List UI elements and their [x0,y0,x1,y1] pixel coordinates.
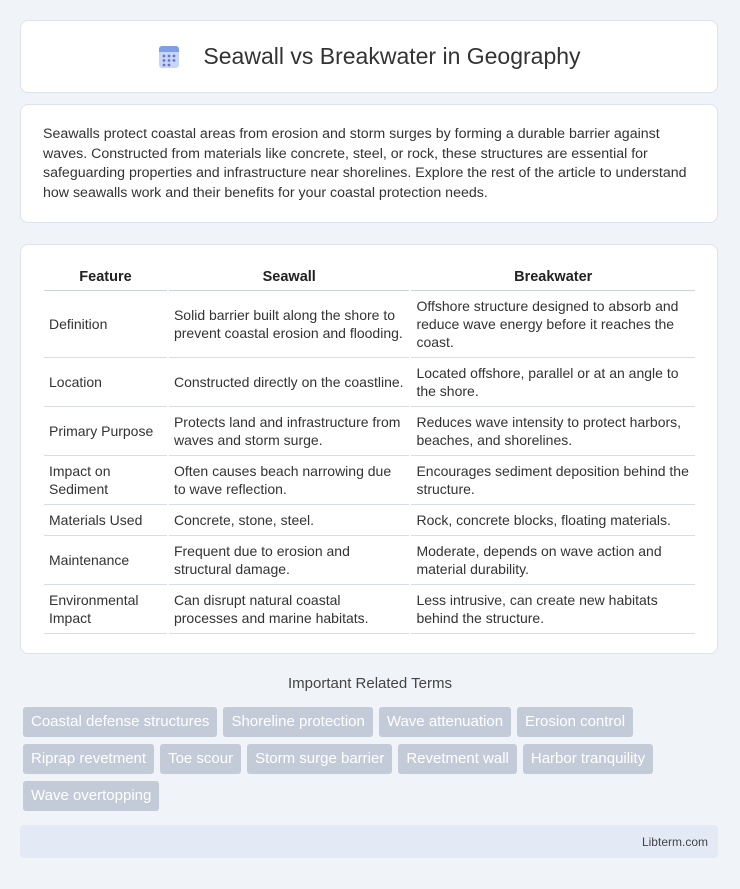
breakwater-cell: Moderate, depends on wave action and material durability. [411,536,695,585]
related-term-tag[interactable]: Harbor tranquility [523,744,653,774]
comparison-card [20,244,718,654]
footer [20,825,718,858]
page-title: Seawall vs Breakwater in Geography [203,43,581,69]
related-term-tag[interactable]: Wave overtopping [23,781,159,811]
feature-cell: Location [44,358,167,407]
feature-cell: Primary Purpose [44,407,167,456]
feature-cell: Materials Used [44,505,167,536]
related-term-tag[interactable]: Riprap revetment [23,744,154,774]
seawall-cell: Frequent due to erosion and structural damage. [169,536,409,585]
related-term-tag[interactable]: Storm surge barrier [247,744,392,774]
header-breakwater: Breakwater [411,265,695,291]
related-term-tag[interactable]: Wave attenuation [379,707,511,737]
table-row [44,536,695,585]
table-row [44,407,695,456]
table-row [44,456,695,505]
breakwater-cell: Located offshore, parallel or at an angle to the shore. [411,358,695,407]
breakwater-cell: Less intrusive, can create new habitats behind the structure. [411,585,695,634]
document-grid-icon [157,45,181,69]
breakwater-cell: Rock, concrete blocks, floating materials. [411,505,695,536]
table-row [44,358,695,407]
table-header-row [44,265,695,291]
seawall-cell: Can disrupt natural coastal processes and marine habitats. [169,585,409,634]
title-card [20,20,718,93]
seawall-cell: Often causes beach narrowing due to wave reflection. [169,456,409,505]
seawall-cell: Solid barrier built along the shore to prevent coastal erosion and flooding. [169,291,409,358]
footer-brand-link[interactable]: Libterm.com [641,834,708,849]
related-term-tag[interactable]: Revetment wall [398,744,517,774]
feature-cell: Environmental Impact [44,585,167,634]
related-terms-title: Important Related Terms [288,675,452,692]
table-row [44,585,695,634]
related-terms-list [23,707,723,811]
table-row [44,291,695,358]
table-row [44,505,695,536]
related-term-tag[interactable]: Coastal defense structures [23,707,217,737]
feature-cell: Maintenance [44,536,167,585]
intro-paragraph: Seawalls protect coastal areas from erosion and storm surges by forming a durable barrier against waves. Constructed from materials like concrete, steel, or rock, these structures are essential for safeguarding properties and infrastructure near shorelines. Explore the rest of the article to understand how seawalls work and their benefits for your coastal protection needs. [43,126,687,202]
intro-card [20,104,718,223]
seawall-cell: Protects land and infrastructure from waves and storm surge. [169,407,409,456]
seawall-cell: Concrete, stone, steel. [169,505,409,536]
seawall-cell: Constructed directly on the coastline. [169,358,409,407]
comparison-table [42,265,697,634]
feature-cell: Impact on Sediment [44,456,167,505]
breakwater-cell: Reduces wave intensity to protect harbors, beaches, and shorelines. [411,407,695,456]
breakwater-cell: Encourages sediment deposition behind the structure. [411,456,695,505]
header-seawall: Seawall [169,265,409,291]
related-term-tag[interactable]: Erosion control [517,707,633,737]
header-feature: Feature [44,265,167,291]
related-term-tag[interactable]: Shoreline protection [223,707,372,737]
feature-cell: Definition [44,291,167,358]
related-term-tag[interactable]: Toe scour [160,744,241,774]
breakwater-cell: Offshore structure designed to absorb and reduce wave energy before it reaches the coast. [411,291,695,358]
